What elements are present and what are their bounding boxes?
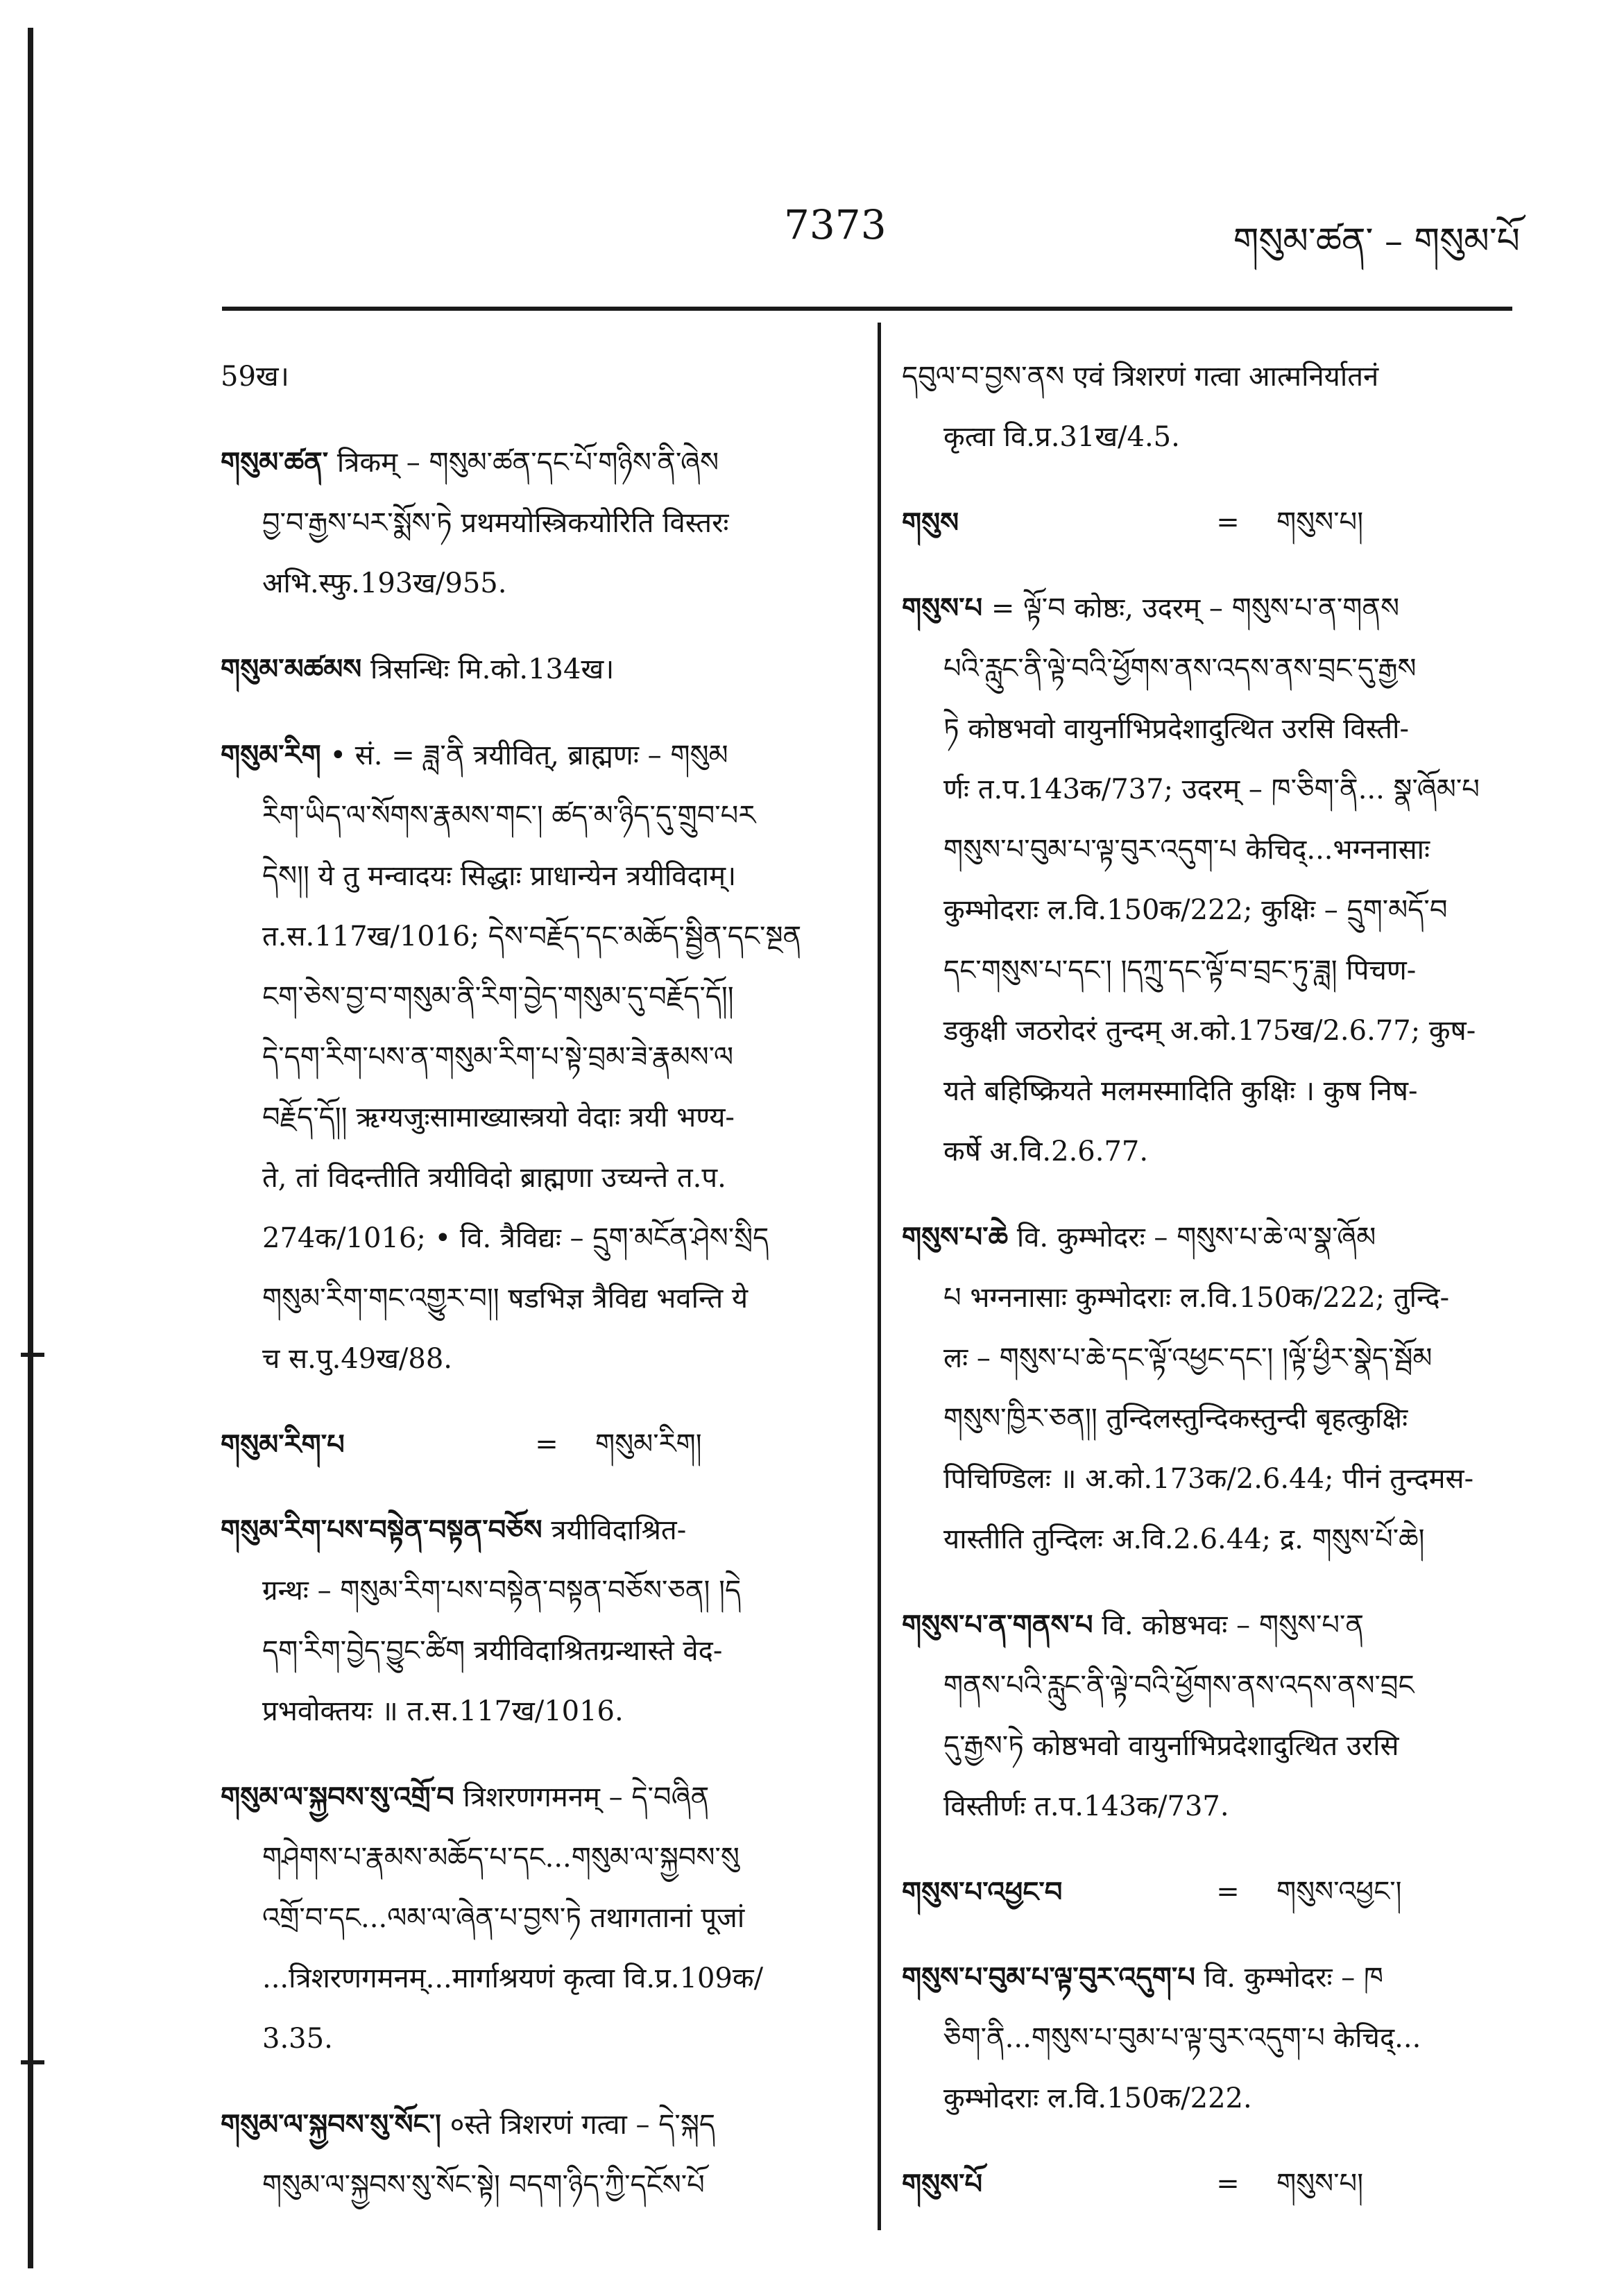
left-column [221,347,859,2241]
entry-text: ते, तां विदन्तीति त्रयीविदो ब्राह्मणा उच्यन्ते त.प. [262,1162,726,1194]
entry-line [221,907,859,967]
entry-line [902,820,1512,880]
entry-text: त्रिकम् – གསུམ་ཚན་དང་པོ་གཉིས་ནི་ཞེས [336,447,719,479]
cross-reference-entry [902,493,1512,553]
dictionary-entry [221,1500,859,1742]
entry-line [221,1621,859,1682]
entry-line [221,846,859,907]
entry-line [221,967,859,1027]
entry-line [902,1001,1512,1061]
entry-text: འགྲོ་བ་དང...ལམ་ལ་ཞེན་པ་བྱས་ཏེ तथागतानां पूजां [262,1902,745,1934]
cross-reference-entry [902,2154,1512,2214]
entry-text: རིག་ཡིད་ལ་སོགས་རྣམས་གང་། ཚད་མ་ཉིད་དུ་གྲུབ་པར [262,800,756,832]
entry-line [902,578,1512,639]
entry-line [221,493,859,554]
page-number: 7373 [784,201,887,248]
entry-line [221,639,859,700]
entry-text: = ལྟོ་བ कोष्ठः, उदरम् – གསུས་པ་ན་གནས [991,592,1400,624]
headword: གསུས་པ་ཆེ [902,1221,1009,1253]
headword: གསུམ་རིག [221,739,321,771]
equals-sign: = [1216,2168,1240,2200]
entry-text: • सं. = ཟླ་ནི त्रयीवित्, ब्राह्मणः – གསུམ [330,739,728,771]
entry-line [221,1949,859,2009]
column-divider [878,323,881,2230]
entry-line [902,1595,1512,1656]
headword: གསུས་པ་འཕྱང་བ [902,1876,1063,1908]
entry-text: དང་གསུས་པ་དང་། །དཀྲུ་དང་ལྟོ་བ་བྲང་ཏུ་ཟླ། पिचण- [943,955,1417,986]
entry-line [221,1329,859,1389]
entry-line [902,1777,1512,1837]
entry-text: प्रभवोक्तयः ॥ त.स.117ख/1016. [262,1695,624,1727]
entry-text: कृत्वा वि.प्र.31ख/4.5. [943,421,1180,453]
reference-target: གསུས་པ། [1276,2168,1364,2200]
entry-line [902,1449,1512,1509]
headword: གསུས་པོ [902,2168,983,2200]
entry-text: वि. कोष्ठभवः – གསུས་པ་ན [1102,1609,1365,1641]
entry-line [902,639,1512,699]
reference-target: གསུམ་རིག། [595,1428,702,1460]
entry-text: དེས།། ये तु मन्वादयः सिद्धाः प्राधान्येन त्रयीविदाम्। [262,860,737,892]
entry-line [221,1767,859,1828]
dictionary-entry [221,725,859,1389]
entry-text: ཅིག་ནི...གསུས་པ་བུམ་པ་ལྟ་བུར་འདུག་པ केचिद्... [943,2022,1421,2054]
running-title: གསུམ་ཚན་ – གསུམ་པོ [1233,221,1520,262]
entry-text: वि. कुम्भोदरः – ཁ [1204,1962,1383,1994]
headword: གསུམ་རིག་པ [221,1428,345,1461]
entry-text: གནས་པའི་རླུང་ནི་ལྟེ་བའི་ཕྱོགས་ནས་འདས་ནས་བྲང [943,1670,1414,1702]
entry-text: पिचिण्डिलः ॥ अ.को.173क/2.6.44; पीनं तुन्दमस- [943,1463,1474,1495]
headword: གསུམ་ལ་སྐྱབས་སུ་སོང་། [221,2108,441,2141]
reference-target: གསུས་པ། [1276,506,1364,538]
entry-line [221,2094,859,2155]
entry-text: གཤེགས་པ་རྣམས་མཆོད་པ་དང...གསུམ་ལ་སྐྱབས་སུ [262,1842,740,1874]
entry-line [902,1656,1512,1716]
entry-line [902,2154,1512,2214]
entry-line [221,1088,859,1148]
entry-line [902,880,1512,941]
entry-text: यते बहिष्क्रियते मलमस्मादिति कुक्षिः । कुष निष- [943,1075,1418,1107]
headword: གསུམ་མཚམས [221,653,362,685]
entry-line [221,1027,859,1088]
margin-tick [21,1353,44,1357]
entry-text: विस्तीर्णः त.प.143क/737. [943,1790,1229,1822]
dictionary-entry [902,1947,1512,2129]
entry-line [221,1269,859,1329]
entry-text: 3.35. [262,2023,333,2055]
equals-sign: = [535,1428,558,1460]
entry-line [221,2155,859,2216]
dictionary-entry [902,1207,1512,1570]
entry-text: དུ་རྒྱས་ཏེ कोष्ठभवो वायुर्नाभिप्रदेशादुत्थित उरसि [943,1730,1399,1762]
cross-reference-entry [902,1862,1512,1922]
headword: གསུས [902,506,959,539]
entry-text: ०स्ते त्रिशरणं गत्वा – དེ་སྐད [450,2109,715,2141]
entry-text: 59ख। [221,361,289,393]
entry-line [902,1716,1512,1777]
entry-line [221,1561,859,1621]
entry-text: ...त्रिशरणगमनम्...मार्गाश्रयणं कृत्वा वि.प्र.109क/ [262,1962,764,1994]
header-rule [222,307,1512,311]
entry-text: གསུས་པ་བུམ་པ་ལྟ་བུར་འདུག་པ केचिद्...भग्ननासाः [943,834,1430,866]
dictionary-entry [221,2094,859,2216]
entry-text: त्रिसन्धिः मि.को.134ख। [370,653,615,685]
headword: གསུས་པ་བུམ་པ་ལྟ་བུར་འདུག་པ [902,1961,1195,1994]
dictionary-entry [221,347,859,407]
entry-text: 274क/1016; • वि. त्रैविद्यः – དྲུག་མངོན་ཤེས་སྲིད [262,1222,769,1254]
entry-line [902,1328,1512,1389]
entry-text: वि. कुम्भोदरः – གསུས་པ་ཆེ་ལ་སྣ་ཞོམ [1016,1222,1376,1253]
right-column [902,347,1512,2239]
headword: གསུམ་ལ་སྐྱབས་སུ་འགྲོ་བ [221,1781,454,1813]
entry-line [221,1414,859,1475]
entry-text: अभि.स्फु.193ख/955. [262,567,507,599]
entry-line [902,1862,1512,1922]
entry-text: डकुक्षी जठरोदरं तुन्दम् अ.को.175ख/2.6.77; कुष- [943,1015,1476,1047]
entry-line [221,347,859,407]
entry-text: च स.पु.49ख/88. [262,1343,453,1375]
entry-text: དབུལ་བ་བྱས་ནས एवं त्रिशरणं गत्वा आत्मनिर्यातनं [902,361,1379,393]
headword: གསུས་པ་ན་གནས་པ [902,1609,1093,1641]
dictionary-entry [221,639,859,700]
entry-text: བྱ་བ་རྒྱས་པར་སྨོས་ཏེ प्रथमयोस्त्रिकयोरिति विस्तरः [262,507,729,539]
reference-target: གསུས་འཕྱང་། [1276,1876,1402,1908]
headword: གསུམ་ཚན་ [221,446,329,479]
headword: གསུས་པ [902,592,983,624]
entry-line [902,347,1512,407]
entry-line [221,2009,859,2069]
entry-text: त्रिशरणगमनम् – དེ་བཞིན [463,1781,710,1813]
equals-sign: = [1216,1876,1240,1908]
entry-line [902,493,1512,553]
entry-line [221,1828,859,1888]
entry-text: ངག་ཅེས་བྱ་བ་གསུམ་ནི་རིག་བྱེད་གསུམ་དུ་བརྗོད་དོ།། [262,981,734,1013]
entry-text: གསུམ་རིག་གང་འགྱུར་བ།། षडभिज्ञ त्रैविद्य भवन्ति ये [262,1283,749,1315]
entry-text: त.स.117ख/1016; དེས་བརྗོད་དང་མཆོད་སྦྱིན་དང་སྔན [262,921,802,952]
entry-line [221,1500,859,1561]
entry-line [221,432,859,493]
entry-text: གསུམ་ལ་སྐྱབས་སུ་སོང་སྟེ། བདག་ཉིད་ཀྱི་དངོས་པོ [262,2169,705,2201]
entry-line [221,725,859,786]
entry-line [902,1389,1512,1449]
entry-line [902,2008,1512,2069]
dictionary-entry [902,578,1512,1182]
entry-text: लः – གསུས་པ་ཆེ་དང་ལྟོ་འཕྱང་དང་། །ལྟོ་ཕྱིར་སྣེད་སྦོམ [943,1342,1433,1374]
entry-line [221,1682,859,1742]
entry-text: པའི་རླུང་ནི་ལྟེ་བའི་ཕྱོགས་ནས་འདས་ནས་བྲང་དུ་རྒྱས [943,653,1417,685]
entry-text: कुम्भोदराः ल.वि.150क/222. [943,2082,1252,2114]
dictionary-entry [902,347,1512,468]
margin-tick [21,2060,44,2064]
entry-text: གསུས་ཁྱིར་ཅན།། तुन्दिलस्तुन्दिकस्तुन्दी बृहत्कुक्षिः [943,1403,1408,1435]
entry-line [221,786,859,846]
entry-line [902,941,1512,1001]
entry-text: ग्रन्थः – གསུམ་རིག་པས་བསྟེན་བསྟན་བཅོས་ཅན། །དེ [262,1575,742,1607]
dictionary-entry [902,1595,1512,1837]
binding-line [28,28,33,2268]
entry-text: कर्षे अ.वि.2.6.77. [943,1136,1149,1167]
entry-line [902,1122,1512,1182]
entry-line [221,554,859,614]
entry-line [221,1148,859,1208]
entry-line [221,1888,859,1949]
entry-line [902,2069,1512,2129]
entry-text: དེ་དག་རིག་པས་ན་གསུམ་རིག་པ་སྟེ་བྲམ་ཟེ་རྣམས་ལ [262,1041,734,1073]
entry-text: ཏེ कोष्ठभवो वायुर्नाभिप्रदेशादुत्थित उरसि विस्ती- [943,713,1409,745]
entry-line [902,1509,1512,1570]
entry-text: यास्तीति तुन्दिलः अ.वि.2.6.44; द्र. གསུས་པོ་ཆེ། [943,1523,1425,1555]
entry-line [902,407,1512,468]
entry-text: र्णः त.प.143क/737; उदरम् – ཁ་ཅིག་ནི... སྣ་ཞོམ་པ [943,773,1480,805]
entry-text: པ भग्ननासाः कुम्भोदराः ल.वि.150क/222; तुन्दि- [943,1282,1450,1314]
entry-line [902,1947,1512,2008]
entry-text: དག་རིག་བྱེད་བྱུང་ཚིག त्रयीविदाश्रितग्रन्थास्ते वेद- [262,1635,723,1667]
cross-reference-entry [221,1414,859,1475]
entry-line [902,699,1512,760]
entry-text: कुम्भोदराः ल.वि.150क/222; कुक्षिः – དྲུག་མདོ་བ [943,894,1448,926]
entry-line [902,760,1512,820]
dictionary-entry [221,1767,859,2069]
entry-text: त्रयीविदाश्रित- [551,1514,687,1546]
entry-line [902,1268,1512,1328]
entry-line [902,1061,1512,1122]
dictionary-entry [221,432,859,614]
entry-line [902,1207,1512,1268]
entry-line [221,1208,859,1269]
entry-text: བརྗོད་དོ།། ऋग्यजुःसामाख्यास्त्रयो वेदाः त्रयी भण्य- [262,1102,735,1133]
equals-sign: = [1216,506,1240,538]
headword: གསུམ་རིག་པས་བསྟེན་བསྟན་བཅོས [221,1514,542,1546]
